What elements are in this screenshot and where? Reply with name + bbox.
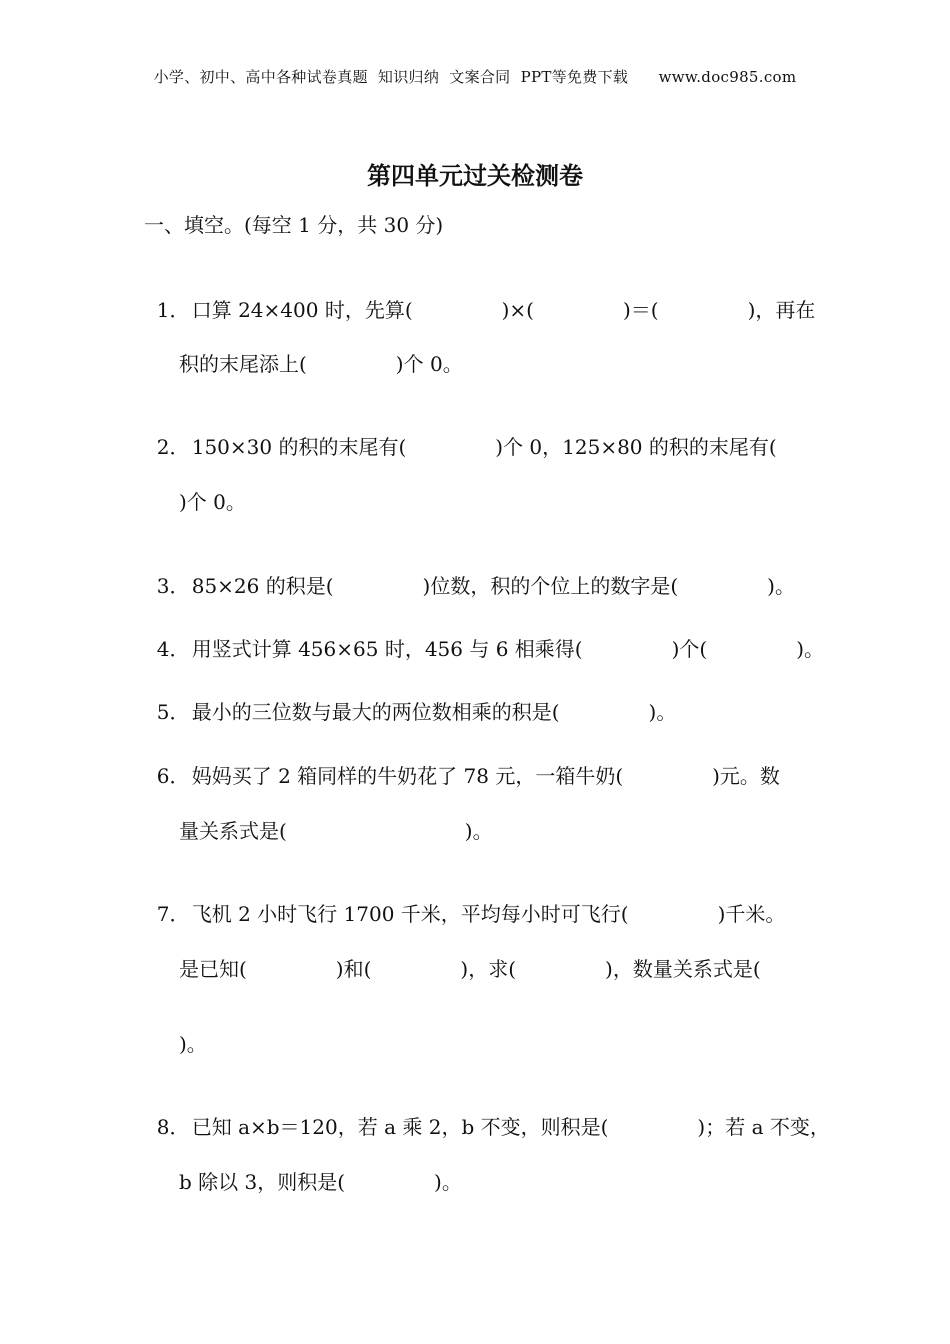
question-number: 1． [156,298,190,322]
question-text: 妈妈买了 2 箱同样的牛奶花了 78 元，一箱牛奶( )元。数 [191,764,780,788]
question-text: 口算 24×400 时，先算( )×( )＝( )，再在 [191,298,816,322]
question-number: 7． [156,902,190,926]
question-2 [144,417,777,457]
section-heading: 一、填空。(每空 1 分，共 30 分) [144,213,444,237]
question-3 [144,556,795,596]
question-7-continuation: 是已知( )和( )，求( )，数量关系式是( [179,957,761,981]
question-number: 4． [156,637,190,661]
question-number: 6． [156,764,190,788]
page-title: 第四单元过关检测卷 [367,162,583,190]
page-header-banner: 小学、初中、高中各种试卷真题 知识归纳 文案合同 PPT等免费下载 www.doc985.com [153,68,797,86]
question-number: 3． [156,574,190,598]
question-1-continuation: 积的末尾添上( )个 0。 [179,352,463,376]
question-text: 已知 a×b＝120，若 a 乘 2，b 不变，则积是( )；若 a 不变， [191,1115,830,1139]
question-2-continuation: )个 0。 [179,490,246,514]
question-text: 用竖式计算 456×65 时，456 与 6 相乘得( )个( )。 [191,637,825,661]
question-number: 2． [156,435,190,459]
question-text: 150×30 的积的末尾有( )个 0，125×80 的积的末尾有( [191,435,777,459]
question-8 [144,1097,830,1137]
question-text: 飞机 2 小时飞行 1700 千米，平均每小时可飞行( )千米。 [191,902,786,926]
question-8-continuation: b 除以 3，则积是( )。 [179,1170,462,1194]
question-number: 8． [156,1115,190,1139]
question-text: 85×26 的积是( )位数，积的个位上的数字是( )。 [191,574,795,598]
question-4 [144,619,824,659]
question-7 [144,884,785,924]
question-6 [144,746,780,786]
question-1 [144,280,815,320]
question-6-continuation: 量关系式是( )。 [179,819,493,843]
question-5 [144,682,676,722]
question-number: 5． [156,700,190,724]
question-text: 最小的三位数与最大的两位数相乘的积是( )。 [191,700,677,724]
question-7-continuation-2: )。 [179,1032,207,1056]
